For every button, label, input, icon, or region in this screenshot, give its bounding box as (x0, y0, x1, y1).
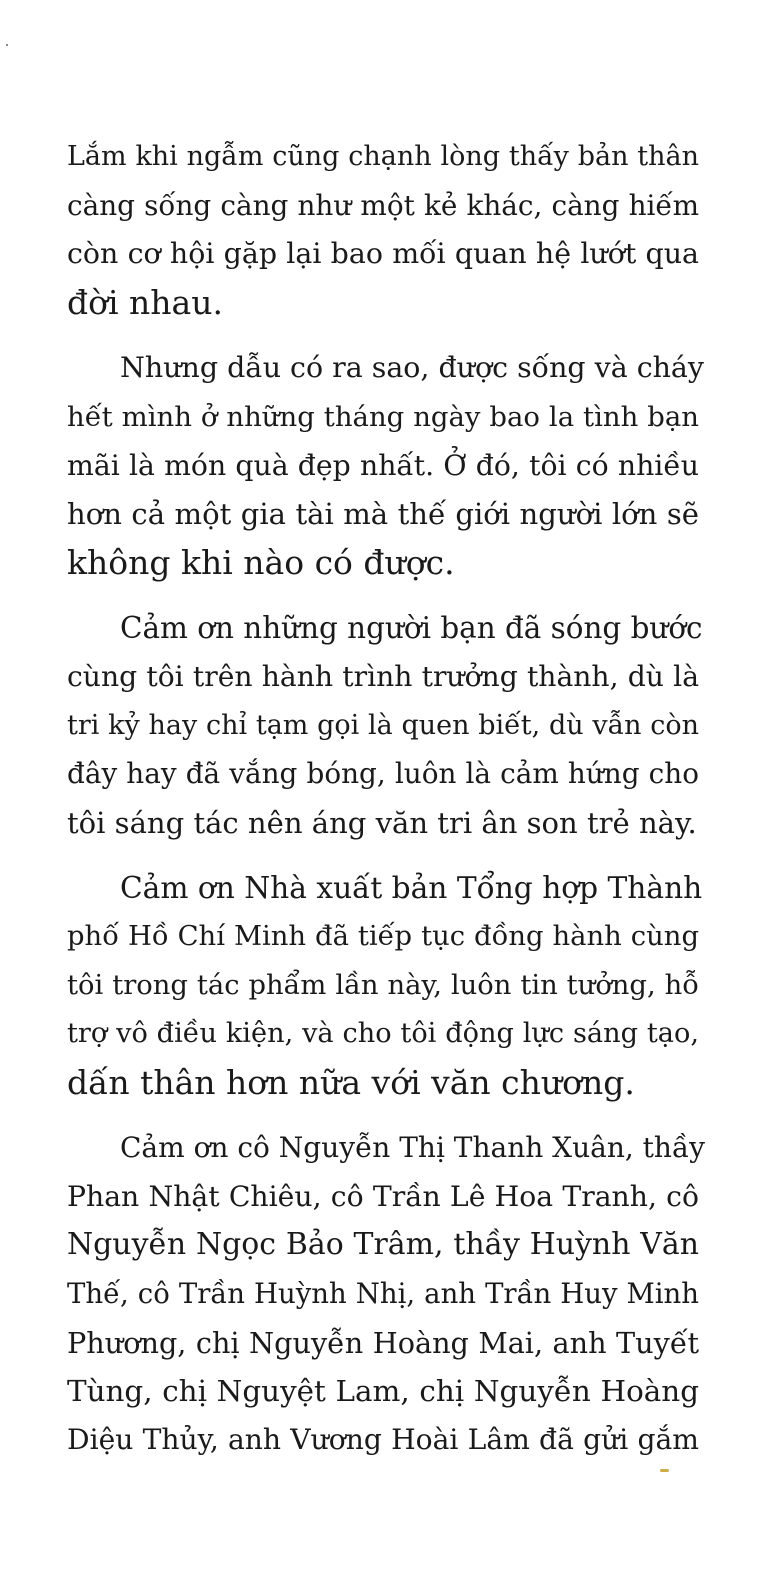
text-line: còn cơ hội gặp lại bao mối quan hệ lướt qua (67, 237, 699, 271)
text-line: Lắm khi ngẫm cũng chạnh lòng thấy bản thân (67, 141, 699, 172)
text-line: Thế, cô Trần Huỳnh Nhị, anh Trần Huy Minh (67, 1278, 699, 1311)
text-line: hết mình ở những tháng ngày bao la tình bạn (67, 400, 699, 433)
paragraph-4 (67, 864, 703, 1107)
paragraph-1 (67, 133, 699, 327)
text-line: đời nhau. (67, 282, 223, 322)
text-line: hơn cả một gia tài mà thế giới người lớn sẽ (67, 497, 699, 532)
scan-speck (6, 44, 8, 46)
text-line: dấn thân hơn nữa với văn chương. (67, 1062, 635, 1102)
text-line: trợ vô điều kiện, và cho tôi động lực sáng tạo, (67, 1018, 699, 1050)
text-line: cùng tôi trên hành trình trưởng thành, dù là (67, 659, 699, 693)
text-line: phố Hồ Chí Minh đã tiếp tục đồng hành cùng (67, 920, 699, 952)
text-line: Diệu Thủy, anh Vương Hoài Lâm đã gửi gắm (67, 1422, 699, 1456)
paragraph-5 (67, 1124, 705, 1464)
text-line: càng sống càng như một kẻ khác, càng hiếm (67, 188, 699, 222)
text-line: Cảm ơn cô Nguyễn Thị Thanh Xuân, thầy (120, 1131, 705, 1165)
text-line: tôi sáng tác nên áng văn tri ân son trẻ này. (67, 805, 697, 840)
text-line: Phan Nhật Chiêu, cô Trần Lê Hoa Tranh, cô (67, 1179, 699, 1213)
body-text (67, 133, 705, 1481)
text-line: đây hay đã vắng bóng, luôn là cảm hứng cho (67, 757, 699, 791)
text-line: không khi nào có được. (67, 542, 455, 582)
text-line: Cảm ơn Nhà xuất bản Tổng hợp Thành (120, 870, 703, 906)
text-line: tri kỷ hay chỉ tạm gọi là quen biết, dù vẫn còn (67, 709, 699, 741)
text-line: Tùng, chị Nguyệt Lam, chị Nguyễn Hoàng (67, 1374, 699, 1409)
paragraph-3 (67, 604, 703, 847)
text-line: tôi trong tác phẩm lần này, luôn tin tưởng, hỗ (67, 969, 699, 1001)
paragraph-2 (67, 344, 704, 587)
scan-speck (660, 1469, 669, 1472)
text-line: Nhưng dẫu có ra sao, được sống và cháy (120, 351, 704, 385)
text-line: Cảm ơn những người bạn đã sóng bước (120, 611, 703, 646)
text-line: Phương, chị Nguyễn Hoàng Mai, anh Tuyết (67, 1325, 699, 1360)
text-line: mãi là món quà đẹp nhất. Ở đó, tôi có nhiều (67, 448, 699, 482)
text-line: Nguyễn Ngọc Bảo Trâm, thầy Huỳnh Văn (67, 1227, 699, 1263)
